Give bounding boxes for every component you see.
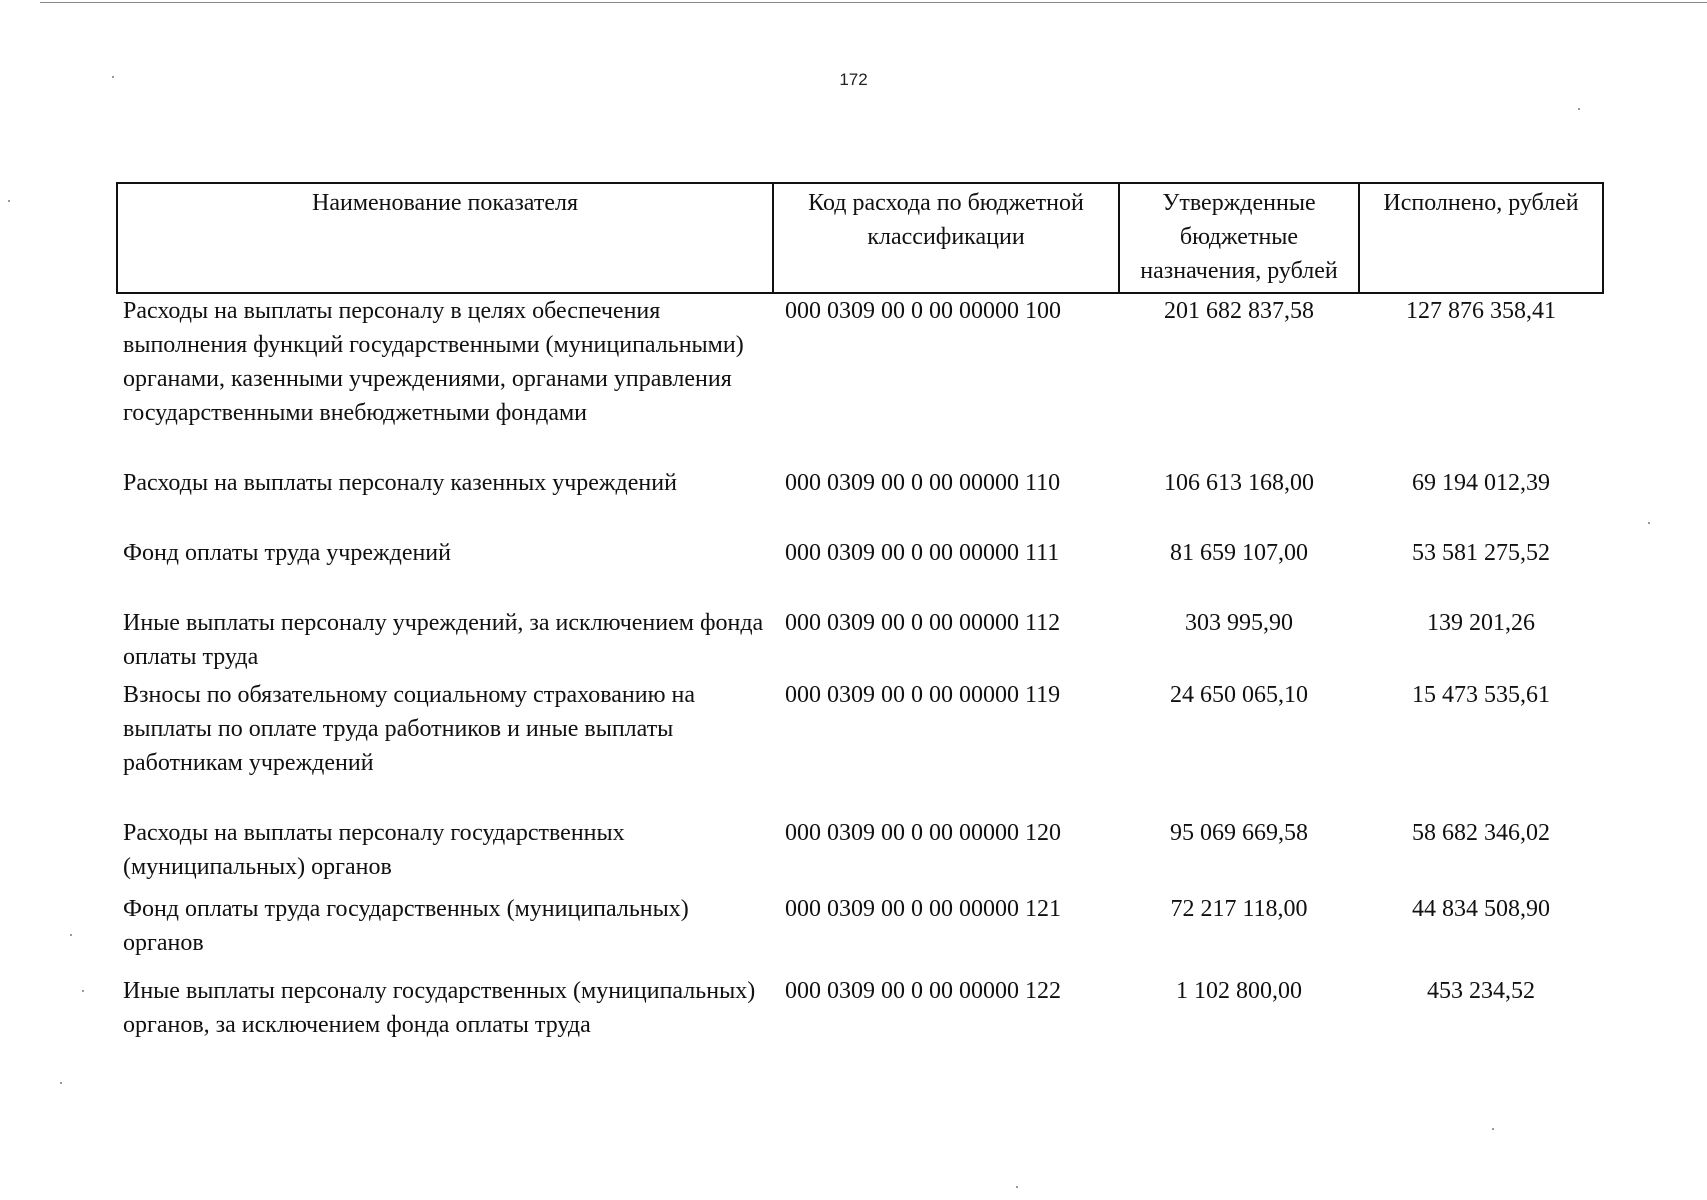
row-approved: 24 650 065,10 bbox=[1170, 682, 1308, 708]
row-code: 000 0309 00 0 00 00000 119 bbox=[785, 682, 1061, 708]
row-code: 000 0309 00 0 00 00000 112 bbox=[785, 610, 1061, 636]
header-expense-code: Код расхода по бюджетной классификации bbox=[773, 183, 1119, 293]
table-row bbox=[117, 606, 1603, 678]
row-approved: 106 613 168,00 bbox=[1164, 470, 1314, 496]
page-number: 172 bbox=[839, 70, 868, 89]
row-code: 000 0309 00 0 00 00000 120 bbox=[785, 820, 1061, 846]
header-row bbox=[117, 183, 1603, 293]
scan-speck bbox=[60, 1082, 62, 1084]
row-name: Фонд оплаты труда учреждений bbox=[123, 540, 451, 566]
budget-expenditure-table bbox=[116, 182, 1604, 1074]
row-name: Расходы на выплаты персоналу государственных (муниципальных) органов bbox=[123, 820, 625, 880]
scan-speck bbox=[70, 934, 72, 936]
table-row bbox=[117, 293, 1603, 466]
row-name: Иные выплаты персоналу государственных (муниципальных) органов, за исключением фонда оплаты труда bbox=[123, 978, 756, 1038]
scan-top-edge bbox=[40, 2, 1707, 3]
row-code: 000 0309 00 0 00 00000 110 bbox=[785, 470, 1061, 496]
row-name: Фонд оплаты труда государственных (муниципальных) органов bbox=[123, 896, 689, 956]
row-name: Расходы на выплаты персоналу казенных учреждений bbox=[123, 470, 677, 496]
table-row bbox=[117, 466, 1603, 536]
row-executed: 127 876 358,41 bbox=[1406, 298, 1556, 324]
row-executed: 139 201,26 bbox=[1427, 610, 1535, 636]
table-header bbox=[117, 183, 1603, 293]
row-name: Иные выплаты персоналу учреждений, за исключением фонда оплаты труда bbox=[123, 610, 764, 670]
row-executed: 453 234,52 bbox=[1427, 978, 1535, 1004]
row-executed: 58 682 346,02 bbox=[1412, 820, 1550, 846]
table-row bbox=[117, 974, 1603, 1074]
row-approved: 81 659 107,00 bbox=[1170, 540, 1308, 566]
scan-speck bbox=[1016, 1186, 1018, 1188]
row-approved: 72 217 118,00 bbox=[1170, 896, 1308, 922]
scan-speck bbox=[1648, 522, 1650, 524]
header-executed: Исполнено, рублей bbox=[1359, 183, 1603, 293]
scan-speck bbox=[1492, 1128, 1494, 1130]
table-row bbox=[117, 816, 1603, 892]
row-executed: 69 194 012,39 bbox=[1412, 470, 1550, 496]
row-code: 000 0309 00 0 00 00000 121 bbox=[785, 896, 1061, 922]
row-approved: 95 069 669,58 bbox=[1170, 820, 1308, 846]
row-code: 000 0309 00 0 00 00000 122 bbox=[785, 978, 1061, 1004]
header-indicator-name: Наименование показателя bbox=[117, 183, 773, 293]
table-body bbox=[117, 293, 1603, 1074]
scan-speck bbox=[8, 200, 10, 202]
row-executed: 15 473 535,61 bbox=[1412, 682, 1550, 708]
row-code: 000 0309 00 0 00 00000 100 bbox=[785, 298, 1061, 324]
row-approved: 1 102 800,00 bbox=[1176, 978, 1302, 1004]
row-name: Расходы на выплаты персоналу в целях обеспечения выполнения функций государственными (муниципальными) органами, казенными учреждениями, органами управления государственными внебюджетными фондами bbox=[123, 298, 744, 426]
row-code: 000 0309 00 0 00 00000 111 bbox=[785, 540, 1060, 566]
header-approved-appropriations: Утвержденные бюджетные назначения, рублей bbox=[1119, 183, 1359, 293]
table-row bbox=[117, 892, 1603, 974]
table-row bbox=[117, 678, 1603, 816]
row-executed: 44 834 508,90 bbox=[1412, 896, 1550, 922]
row-approved: 303 995,90 bbox=[1185, 610, 1293, 636]
row-name: Взносы по обязательному социальному страхованию на выплаты по оплате труда работников и иные выплаты работникам учреждений bbox=[123, 682, 696, 776]
scan-speck bbox=[82, 990, 84, 992]
row-approved: 201 682 837,58 bbox=[1164, 298, 1314, 324]
row-executed: 53 581 275,52 bbox=[1412, 540, 1550, 566]
table-row bbox=[117, 536, 1603, 606]
scan-speck bbox=[1578, 108, 1580, 110]
scan-speck bbox=[112, 76, 114, 78]
